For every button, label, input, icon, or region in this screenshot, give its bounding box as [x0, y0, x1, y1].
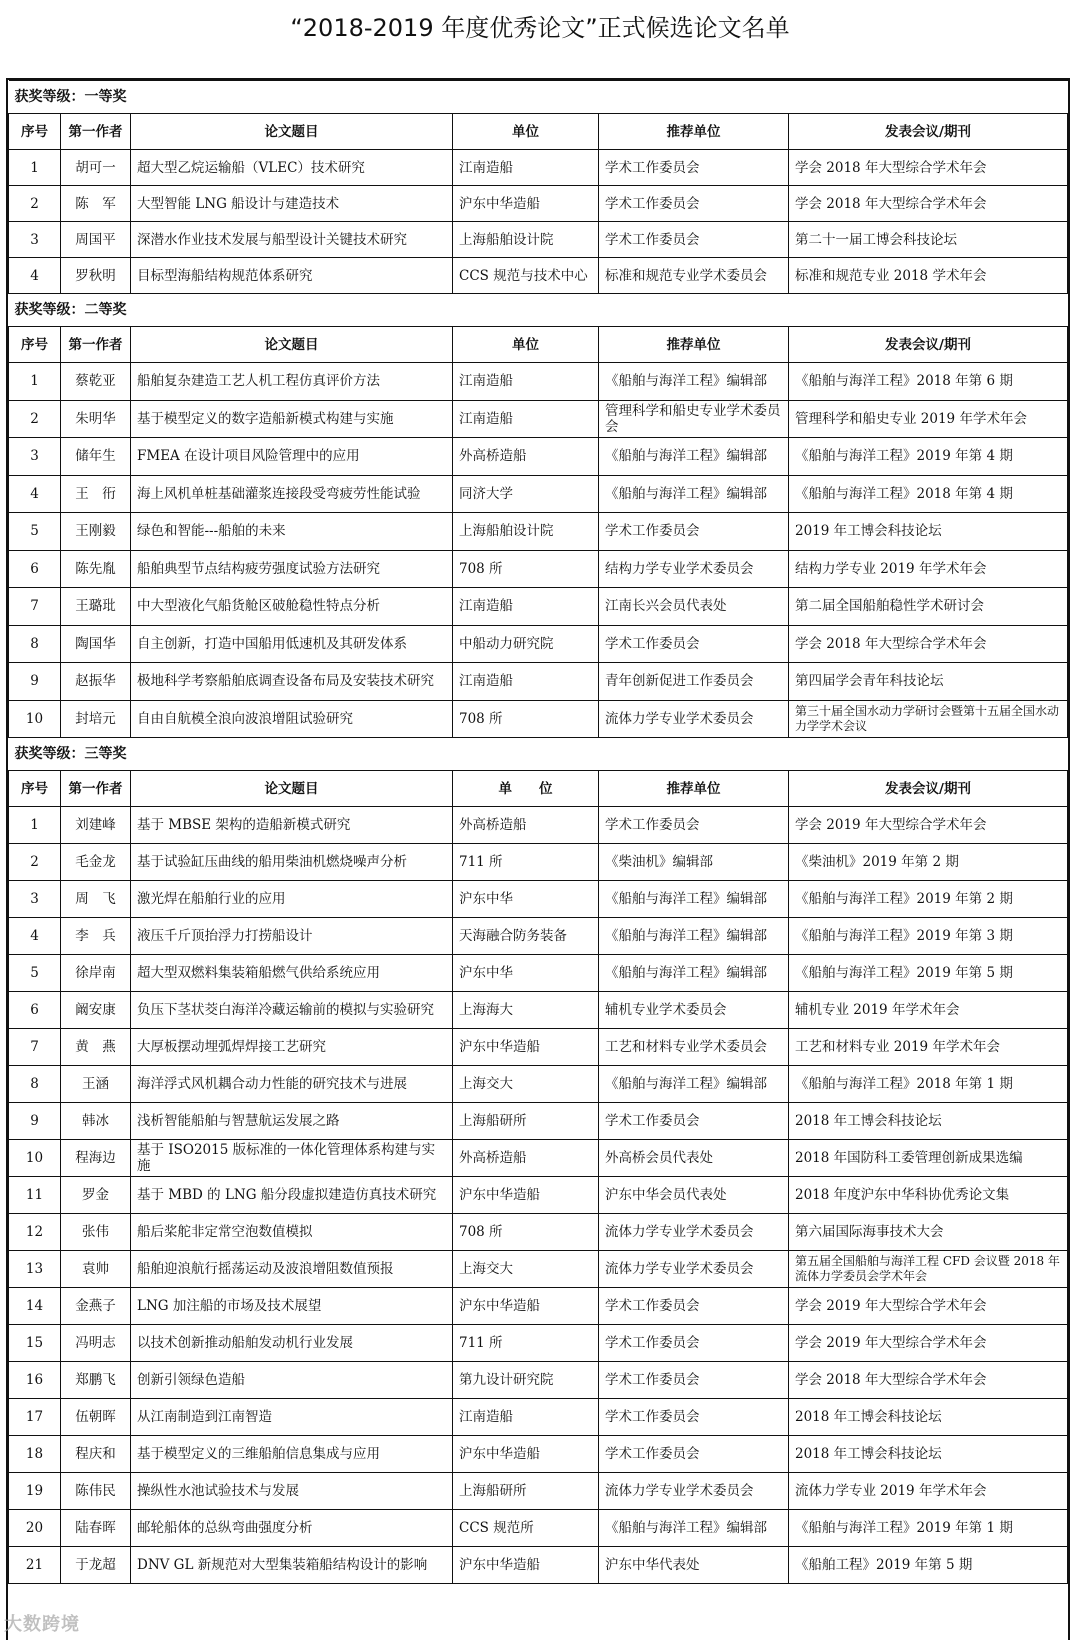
cell-author: 赵振华 — [61, 663, 131, 701]
cell-unit: 上海船研所 — [453, 1103, 599, 1140]
cell-unit: 沪东中华 — [453, 881, 599, 918]
cell-title: 从江南制造到江南智造 — [131, 1399, 453, 1436]
column-header: 单 位 — [453, 771, 599, 807]
cell-recommender: 《船舶与海洋工程》编辑部 — [599, 475, 789, 513]
cell-index: 5 — [9, 513, 61, 551]
cell-unit: 第九设计研究院 — [453, 1362, 599, 1399]
cell-index: 6 — [9, 550, 61, 588]
cell-author: 王 衎 — [61, 475, 131, 513]
cell-index: 4 — [9, 258, 61, 294]
cell-index: 9 — [9, 663, 61, 701]
cell-recommender: 沪东中华代表处 — [599, 1547, 789, 1584]
table-row — [9, 1029, 1068, 1066]
table-row — [9, 1177, 1068, 1214]
cell-title: 海上风机单桩基础灌浆连接段受弯疲劳性能试验 — [131, 475, 453, 513]
cell-author: 金燕子 — [61, 1288, 131, 1325]
cell-author: 程庆和 — [61, 1436, 131, 1473]
cell-recommender: 《船舶与海洋工程》编辑部 — [599, 363, 789, 401]
cell-unit: 708 所 — [453, 1214, 599, 1251]
cell-title: 负压下茎状茭白海洋冷藏运输前的模拟与实验研究 — [131, 992, 453, 1029]
cell-unit: 沪东中华造船 — [453, 1177, 599, 1214]
cell-author: 伍朝晖 — [61, 1399, 131, 1436]
cell-index: 21 — [9, 1547, 61, 1584]
cell-unit: 中船动力研究院 — [453, 625, 599, 663]
cell-venue: 第二届全国船舶稳性学术研讨会 — [789, 588, 1068, 626]
cell-index: 2 — [9, 186, 61, 222]
cell-index: 3 — [9, 438, 61, 476]
cell-unit: 711 所 — [453, 1325, 599, 1362]
cell-index: 8 — [9, 625, 61, 663]
section-label: 获奖等级：二等奖 — [9, 294, 1068, 327]
cell-author: 黄 燕 — [61, 1029, 131, 1066]
cell-venue: 《柴油机》2019 年第 2 期 — [789, 844, 1068, 881]
cell-unit: 沪东中华造船 — [453, 1547, 599, 1584]
cell-venue: 学会 2019 年大型综合学术年会 — [789, 1325, 1068, 1362]
cell-unit: 外高桥造船 — [453, 438, 599, 476]
cell-unit: 上海船研所 — [453, 1473, 599, 1510]
cell-index: 8 — [9, 1066, 61, 1103]
cell-venue: 《船舶与海洋工程》2018 年第 4 期 — [789, 475, 1068, 513]
section-label: 获奖等级：三等奖 — [9, 738, 1068, 771]
cell-unit: 上海海大 — [453, 992, 599, 1029]
cell-author: 毛金龙 — [61, 844, 131, 881]
cell-index: 16 — [9, 1362, 61, 1399]
cell-recommender: 学术工作委员会 — [599, 150, 789, 186]
table-row — [9, 1325, 1068, 1362]
cell-index: 10 — [9, 700, 61, 738]
table-row — [9, 1473, 1068, 1510]
cell-author: 冯明志 — [61, 1325, 131, 1362]
cell-recommender: 学术工作委员会 — [599, 625, 789, 663]
cell-recommender: 《船舶与海洋工程》编辑部 — [599, 881, 789, 918]
cell-venue: 学会 2018 年大型综合学术年会 — [789, 625, 1068, 663]
column-header: 发表会议/期刊 — [789, 327, 1068, 363]
cell-title: 激光焊在船舶行业的应用 — [131, 881, 453, 918]
cell-author: 韩冰 — [61, 1103, 131, 1140]
cell-title: LNG 加注船的市场及技术展望 — [131, 1288, 453, 1325]
cell-unit: 江南造船 — [453, 663, 599, 701]
cell-author: 陶国华 — [61, 625, 131, 663]
cell-title: 浅析智能船舶与智慧航运发展之路 — [131, 1103, 453, 1140]
column-header: 推荐单位 — [599, 327, 789, 363]
cell-recommender: 学术工作委员会 — [599, 1436, 789, 1473]
cell-venue: 学会 2019 年大型综合学术年会 — [789, 1288, 1068, 1325]
cell-venue: 第六届国际海事技术大会 — [789, 1214, 1068, 1251]
cell-unit: 沪东中华造船 — [453, 1288, 599, 1325]
cell-index: 17 — [9, 1399, 61, 1436]
cell-unit: 外高桥造船 — [453, 807, 599, 844]
cell-author: 周 飞 — [61, 881, 131, 918]
cell-unit: 沪东中华造船 — [453, 1029, 599, 1066]
section-header — [9, 738, 1068, 771]
table-row — [9, 1362, 1068, 1399]
cell-author: 陆春晖 — [61, 1510, 131, 1547]
column-header: 序号 — [9, 771, 61, 807]
table-row — [9, 400, 1068, 438]
cell-recommender: 《船舶与海洋工程》编辑部 — [599, 1066, 789, 1103]
cell-index: 5 — [9, 955, 61, 992]
watermark-logo: 大数跨境 — [4, 1614, 80, 1635]
cell-recommender: 《船舶与海洋工程》编辑部 — [599, 918, 789, 955]
cell-title: 深潜水作业技术发展与船型设计关键技术研究 — [131, 222, 453, 258]
cell-author: 王涵 — [61, 1066, 131, 1103]
cell-index: 4 — [9, 475, 61, 513]
cell-venue: 《船舶与海洋工程》2019 年第 1 期 — [789, 1510, 1068, 1547]
cell-unit: 江南造船 — [453, 400, 599, 438]
table-row — [9, 475, 1068, 513]
table-row — [9, 918, 1068, 955]
cell-venue: 第四届学会青年科技论坛 — [789, 663, 1068, 701]
cell-title: 基于 ISO2015 版标准的一体化管理体系构建与实施 — [131, 1140, 453, 1177]
cell-index: 1 — [9, 150, 61, 186]
cell-author: 陈 军 — [61, 186, 131, 222]
table-row — [9, 1066, 1068, 1103]
table-row — [9, 258, 1068, 294]
cell-unit: 江南造船 — [453, 1399, 599, 1436]
column-header-row — [9, 327, 1068, 363]
table-row — [9, 1214, 1068, 1251]
cell-recommender: 学术工作委员会 — [599, 1103, 789, 1140]
cell-unit: 708 所 — [453, 700, 599, 738]
column-header: 单位 — [453, 327, 599, 363]
cell-title: 液压千斤顶抬浮力打捞船设计 — [131, 918, 453, 955]
cell-recommender: 学术工作委员会 — [599, 222, 789, 258]
cell-author: 朱明华 — [61, 400, 131, 438]
cell-unit: 沪东中华 — [453, 955, 599, 992]
cell-index: 3 — [9, 222, 61, 258]
cell-title: 大型智能 LNG 船设计与建造技术 — [131, 186, 453, 222]
cell-author: 王刚毅 — [61, 513, 131, 551]
cell-unit: 沪东中华造船 — [453, 1436, 599, 1473]
cell-venue: 《船舶与海洋工程》2019 年第 3 期 — [789, 918, 1068, 955]
table-row — [9, 1399, 1068, 1436]
cell-author: 刘建峰 — [61, 807, 131, 844]
cell-recommender: 学术工作委员会 — [599, 513, 789, 551]
cell-title: 大厚板摆动埋弧焊焊接工艺研究 — [131, 1029, 453, 1066]
cell-venue: 《船舶与海洋工程》2019 年第 4 期 — [789, 438, 1068, 476]
cell-title: DNV GL 新规范对大型集装箱船结构设计的影响 — [131, 1547, 453, 1584]
candidate-table-frame — [6, 78, 1070, 1640]
cell-recommender: 流体力学专业学术委员会 — [599, 1473, 789, 1510]
table-row — [9, 992, 1068, 1029]
cell-author: 袁帅 — [61, 1251, 131, 1288]
cell-recommender: 《柴油机》编辑部 — [599, 844, 789, 881]
table-row — [9, 1103, 1068, 1140]
cell-recommender: 学术工作委员会 — [599, 1288, 789, 1325]
cell-unit: 上海交大 — [453, 1066, 599, 1103]
cell-title: 基于 MBSE 架构的造船新模式研究 — [131, 807, 453, 844]
cell-title: 船舶复杂建造工艺人机工程仿真评价方法 — [131, 363, 453, 401]
cell-recommender: 流体力学专业学术委员会 — [599, 1251, 789, 1288]
cell-index: 15 — [9, 1325, 61, 1362]
cell-author: 张伟 — [61, 1214, 131, 1251]
cell-recommender: 沪东中华会员代表处 — [599, 1177, 789, 1214]
cell-index: 2 — [9, 400, 61, 438]
cell-title: 船舶典型节点结构疲劳强度试验方法研究 — [131, 550, 453, 588]
column-header: 发表会议/期刊 — [789, 114, 1068, 150]
cell-venue: 标准和规范专业 2018 学术年会 — [789, 258, 1068, 294]
cell-recommender: 辅机专业学术委员会 — [599, 992, 789, 1029]
cell-title: 超大型双燃料集装箱船燃气供给系统应用 — [131, 955, 453, 992]
table-row — [9, 663, 1068, 701]
cell-venue: 流体力学专业 2019 年学术年会 — [789, 1473, 1068, 1510]
cell-venue: 结构力学专业 2019 年学术年会 — [789, 550, 1068, 588]
cell-venue: 2018 年国防科工委管理创新成果选编 — [789, 1140, 1068, 1177]
table-row — [9, 881, 1068, 918]
cell-index: 9 — [9, 1103, 61, 1140]
cell-author: 徐岸南 — [61, 955, 131, 992]
cell-venue: 学会 2018 年大型综合学术年会 — [789, 150, 1068, 186]
cell-venue: 管理科学和船史专业 2019 年学术年会 — [789, 400, 1068, 438]
cell-venue: 第二十一届工博会科技论坛 — [789, 222, 1068, 258]
column-header: 推荐单位 — [599, 114, 789, 150]
cell-unit: 江南造船 — [453, 588, 599, 626]
cell-title: 海洋浮式风机耦合动力性能的研究技术与进展 — [131, 1066, 453, 1103]
cell-title: 基于试验缸压曲线的船用柴油机燃烧噪声分析 — [131, 844, 453, 881]
cell-title: 自由自航模全浪向波浪增阻试验研究 — [131, 700, 453, 738]
cell-unit: 江南造船 — [453, 363, 599, 401]
cell-venue: 2019 年工博会科技论坛 — [789, 513, 1068, 551]
cell-recommender: 管理科学和船史专业学术委员会 — [599, 400, 789, 438]
cell-unit: 708 所 — [453, 550, 599, 588]
cell-author: 于龙超 — [61, 1547, 131, 1584]
cell-author: 罗秋明 — [61, 258, 131, 294]
cell-title: 基于 MBD 的 LNG 船分段虚拟建造仿真技术研究 — [131, 1177, 453, 1214]
cell-title: 超大型乙烷运输船（VLEC）技术研究 — [131, 150, 453, 186]
table-row — [9, 550, 1068, 588]
table-row — [9, 1510, 1068, 1547]
cell-unit: 上海船舶设计院 — [453, 513, 599, 551]
cell-recommender: 青年创新促进工作委员会 — [599, 663, 789, 701]
cell-title: 自主创新，打造中国船用低速机及其研发体系 — [131, 625, 453, 663]
column-header-row — [9, 771, 1068, 807]
table-row — [9, 1547, 1068, 1584]
cell-author: 李 兵 — [61, 918, 131, 955]
cell-index: 20 — [9, 1510, 61, 1547]
column-header: 第一作者 — [61, 771, 131, 807]
cell-index: 11 — [9, 1177, 61, 1214]
table-row — [9, 363, 1068, 401]
cell-venue: 辅机专业 2019 年学术年会 — [789, 992, 1068, 1029]
cell-recommender: 学术工作委员会 — [599, 1362, 789, 1399]
cell-unit: 外高桥造船 — [453, 1140, 599, 1177]
cell-title: 操纵性水池试验技术与发展 — [131, 1473, 453, 1510]
cell-unit: 711 所 — [453, 844, 599, 881]
cell-venue: 2018 年度沪东中华科协优秀论文集 — [789, 1177, 1068, 1214]
cell-venue: 学会 2018 年大型综合学术年会 — [789, 186, 1068, 222]
cell-title: 船舶迎浪航行摇荡运动及波浪增阻数值预报 — [131, 1251, 453, 1288]
column-header: 论文题目 — [131, 327, 453, 363]
cell-index: 3 — [9, 881, 61, 918]
column-header: 推荐单位 — [599, 771, 789, 807]
cell-index: 10 — [9, 1140, 61, 1177]
cell-title: 中大型液化气船货舱区破舱稳性特点分析 — [131, 588, 453, 626]
section-label: 获奖等级：一等奖 — [9, 81, 1068, 114]
column-header-row — [9, 114, 1068, 150]
table-row — [9, 438, 1068, 476]
column-header: 发表会议/期刊 — [789, 771, 1068, 807]
cell-author: 周国平 — [61, 222, 131, 258]
cell-title: 绿色和智能---船舶的未来 — [131, 513, 453, 551]
table-row — [9, 1288, 1068, 1325]
cell-unit: CCS 规范与技术中心 — [453, 258, 599, 294]
cell-recommender: 结构力学专业学术委员会 — [599, 550, 789, 588]
table-row — [9, 844, 1068, 881]
cell-author: 程海边 — [61, 1140, 131, 1177]
cell-venue: 第五届全国船舶与海洋工程 CFD 会议暨 2018 年流体力学委员会学术年会 — [789, 1251, 1068, 1288]
section-header — [9, 294, 1068, 327]
cell-index: 19 — [9, 1473, 61, 1510]
cell-venue: 《船舶工程》2019 年第 5 期 — [789, 1547, 1068, 1584]
cell-title: 基于模型定义的数字造船新模式构建与实施 — [131, 400, 453, 438]
cell-unit: CCS 规范所 — [453, 1510, 599, 1547]
cell-index: 13 — [9, 1251, 61, 1288]
cell-author: 郑鹏飞 — [61, 1362, 131, 1399]
cell-title: 基于模型定义的三维船舶信息集成与应用 — [131, 1436, 453, 1473]
cell-recommender: 外高桥会员代表处 — [599, 1140, 789, 1177]
cell-recommender: 学术工作委员会 — [599, 807, 789, 844]
section-header — [9, 81, 1068, 114]
column-header: 第一作者 — [61, 327, 131, 363]
cell-author: 王璐玭 — [61, 588, 131, 626]
cell-venue: 《船舶与海洋工程》2018 年第 6 期 — [789, 363, 1068, 401]
cell-title: 以技术创新推动船舶发动机行业发展 — [131, 1325, 453, 1362]
table-row — [9, 1251, 1068, 1288]
cell-index: 7 — [9, 588, 61, 626]
cell-index: 1 — [9, 807, 61, 844]
cell-venue: 2018 年工博会科技论坛 — [789, 1103, 1068, 1140]
table-row — [9, 222, 1068, 258]
cell-recommender: 标准和规范专业学术委员会 — [599, 258, 789, 294]
cell-author: 罗金 — [61, 1177, 131, 1214]
column-header: 单位 — [453, 114, 599, 150]
cell-title: 创新引领绿色造船 — [131, 1362, 453, 1399]
cell-recommender: 学术工作委员会 — [599, 1325, 789, 1362]
cell-recommender: 《船舶与海洋工程》编辑部 — [599, 1510, 789, 1547]
candidate-table — [8, 80, 1068, 1584]
cell-unit: 上海交大 — [453, 1251, 599, 1288]
column-header: 论文题目 — [131, 114, 453, 150]
cell-title: 极地科学考察船舶底调查设备布局及安装技术研究 — [131, 663, 453, 701]
column-header: 序号 — [9, 327, 61, 363]
table-row — [9, 955, 1068, 992]
cell-venue: 《船舶与海洋工程》2018 年第 1 期 — [789, 1066, 1068, 1103]
cell-author: 陈伟民 — [61, 1473, 131, 1510]
cell-unit: 同济大学 — [453, 475, 599, 513]
cell-title: 目标型海船结构规范体系研究 — [131, 258, 453, 294]
cell-recommender: 学术工作委员会 — [599, 186, 789, 222]
cell-recommender: 工艺和材料专业学术委员会 — [599, 1029, 789, 1066]
cell-author: 蔡乾亚 — [61, 363, 131, 401]
table-row — [9, 1436, 1068, 1473]
cell-index: 12 — [9, 1214, 61, 1251]
cell-title: 邮轮船体的总纵弯曲强度分析 — [131, 1510, 453, 1547]
cell-unit: 上海船舶设计院 — [453, 222, 599, 258]
cell-recommender: 学术工作委员会 — [599, 1399, 789, 1436]
cell-index: 18 — [9, 1436, 61, 1473]
table-row — [9, 807, 1068, 844]
cell-recommender: 江南长兴会员代表处 — [599, 588, 789, 626]
cell-venue: 学会 2018 年大型综合学术年会 — [789, 1362, 1068, 1399]
cell-venue: 《船舶与海洋工程》2019 年第 2 期 — [789, 881, 1068, 918]
cell-venue: 学会 2019 年大型综合学术年会 — [789, 807, 1068, 844]
table-row — [9, 625, 1068, 663]
cell-author: 胡可一 — [61, 150, 131, 186]
table-row — [9, 1140, 1068, 1177]
table-row — [9, 186, 1068, 222]
cell-index: 1 — [9, 363, 61, 401]
cell-index: 7 — [9, 1029, 61, 1066]
cell-venue: 第三十届全国水动力学研讨会暨第十五届全国水动力学学术会议 — [789, 700, 1068, 738]
cell-venue: 2018 年工博会科技论坛 — [789, 1399, 1068, 1436]
table-row — [9, 588, 1068, 626]
cell-index: 14 — [9, 1288, 61, 1325]
cell-venue: 2018 年工博会科技论坛 — [789, 1436, 1068, 1473]
column-header: 论文题目 — [131, 771, 453, 807]
column-header: 序号 — [9, 114, 61, 150]
cell-title: FMEA 在设计项目风险管理中的应用 — [131, 438, 453, 476]
cell-author: 封培元 — [61, 700, 131, 738]
cell-author: 阚安康 — [61, 992, 131, 1029]
cell-recommender: 《船舶与海洋工程》编辑部 — [599, 438, 789, 476]
cell-author: 陈先胤 — [61, 550, 131, 588]
cell-title: 船后桨舵非定常空泡数值模拟 — [131, 1214, 453, 1251]
cell-venue: 工艺和材料专业 2019 年学术年会 — [789, 1029, 1068, 1066]
cell-index: 2 — [9, 844, 61, 881]
cell-index: 6 — [9, 992, 61, 1029]
cell-unit: 沪东中华造船 — [453, 186, 599, 222]
cell-recommender: 流体力学专业学术委员会 — [599, 700, 789, 738]
table-row — [9, 513, 1068, 551]
cell-index: 4 — [9, 918, 61, 955]
column-header: 第一作者 — [61, 114, 131, 150]
page-title: “2018-2019 年度优秀论文”正式候选论文名单 — [290, 14, 790, 42]
cell-unit: 天海融合防务装备 — [453, 918, 599, 955]
cell-recommender: 《船舶与海洋工程》编辑部 — [599, 955, 789, 992]
table-row — [9, 150, 1068, 186]
cell-venue: 《船舶与海洋工程》2019 年第 5 期 — [789, 955, 1068, 992]
cell-unit: 江南造船 — [453, 150, 599, 186]
cell-recommender: 流体力学专业学术委员会 — [599, 1214, 789, 1251]
cell-author: 储年生 — [61, 438, 131, 476]
table-row — [9, 700, 1068, 738]
